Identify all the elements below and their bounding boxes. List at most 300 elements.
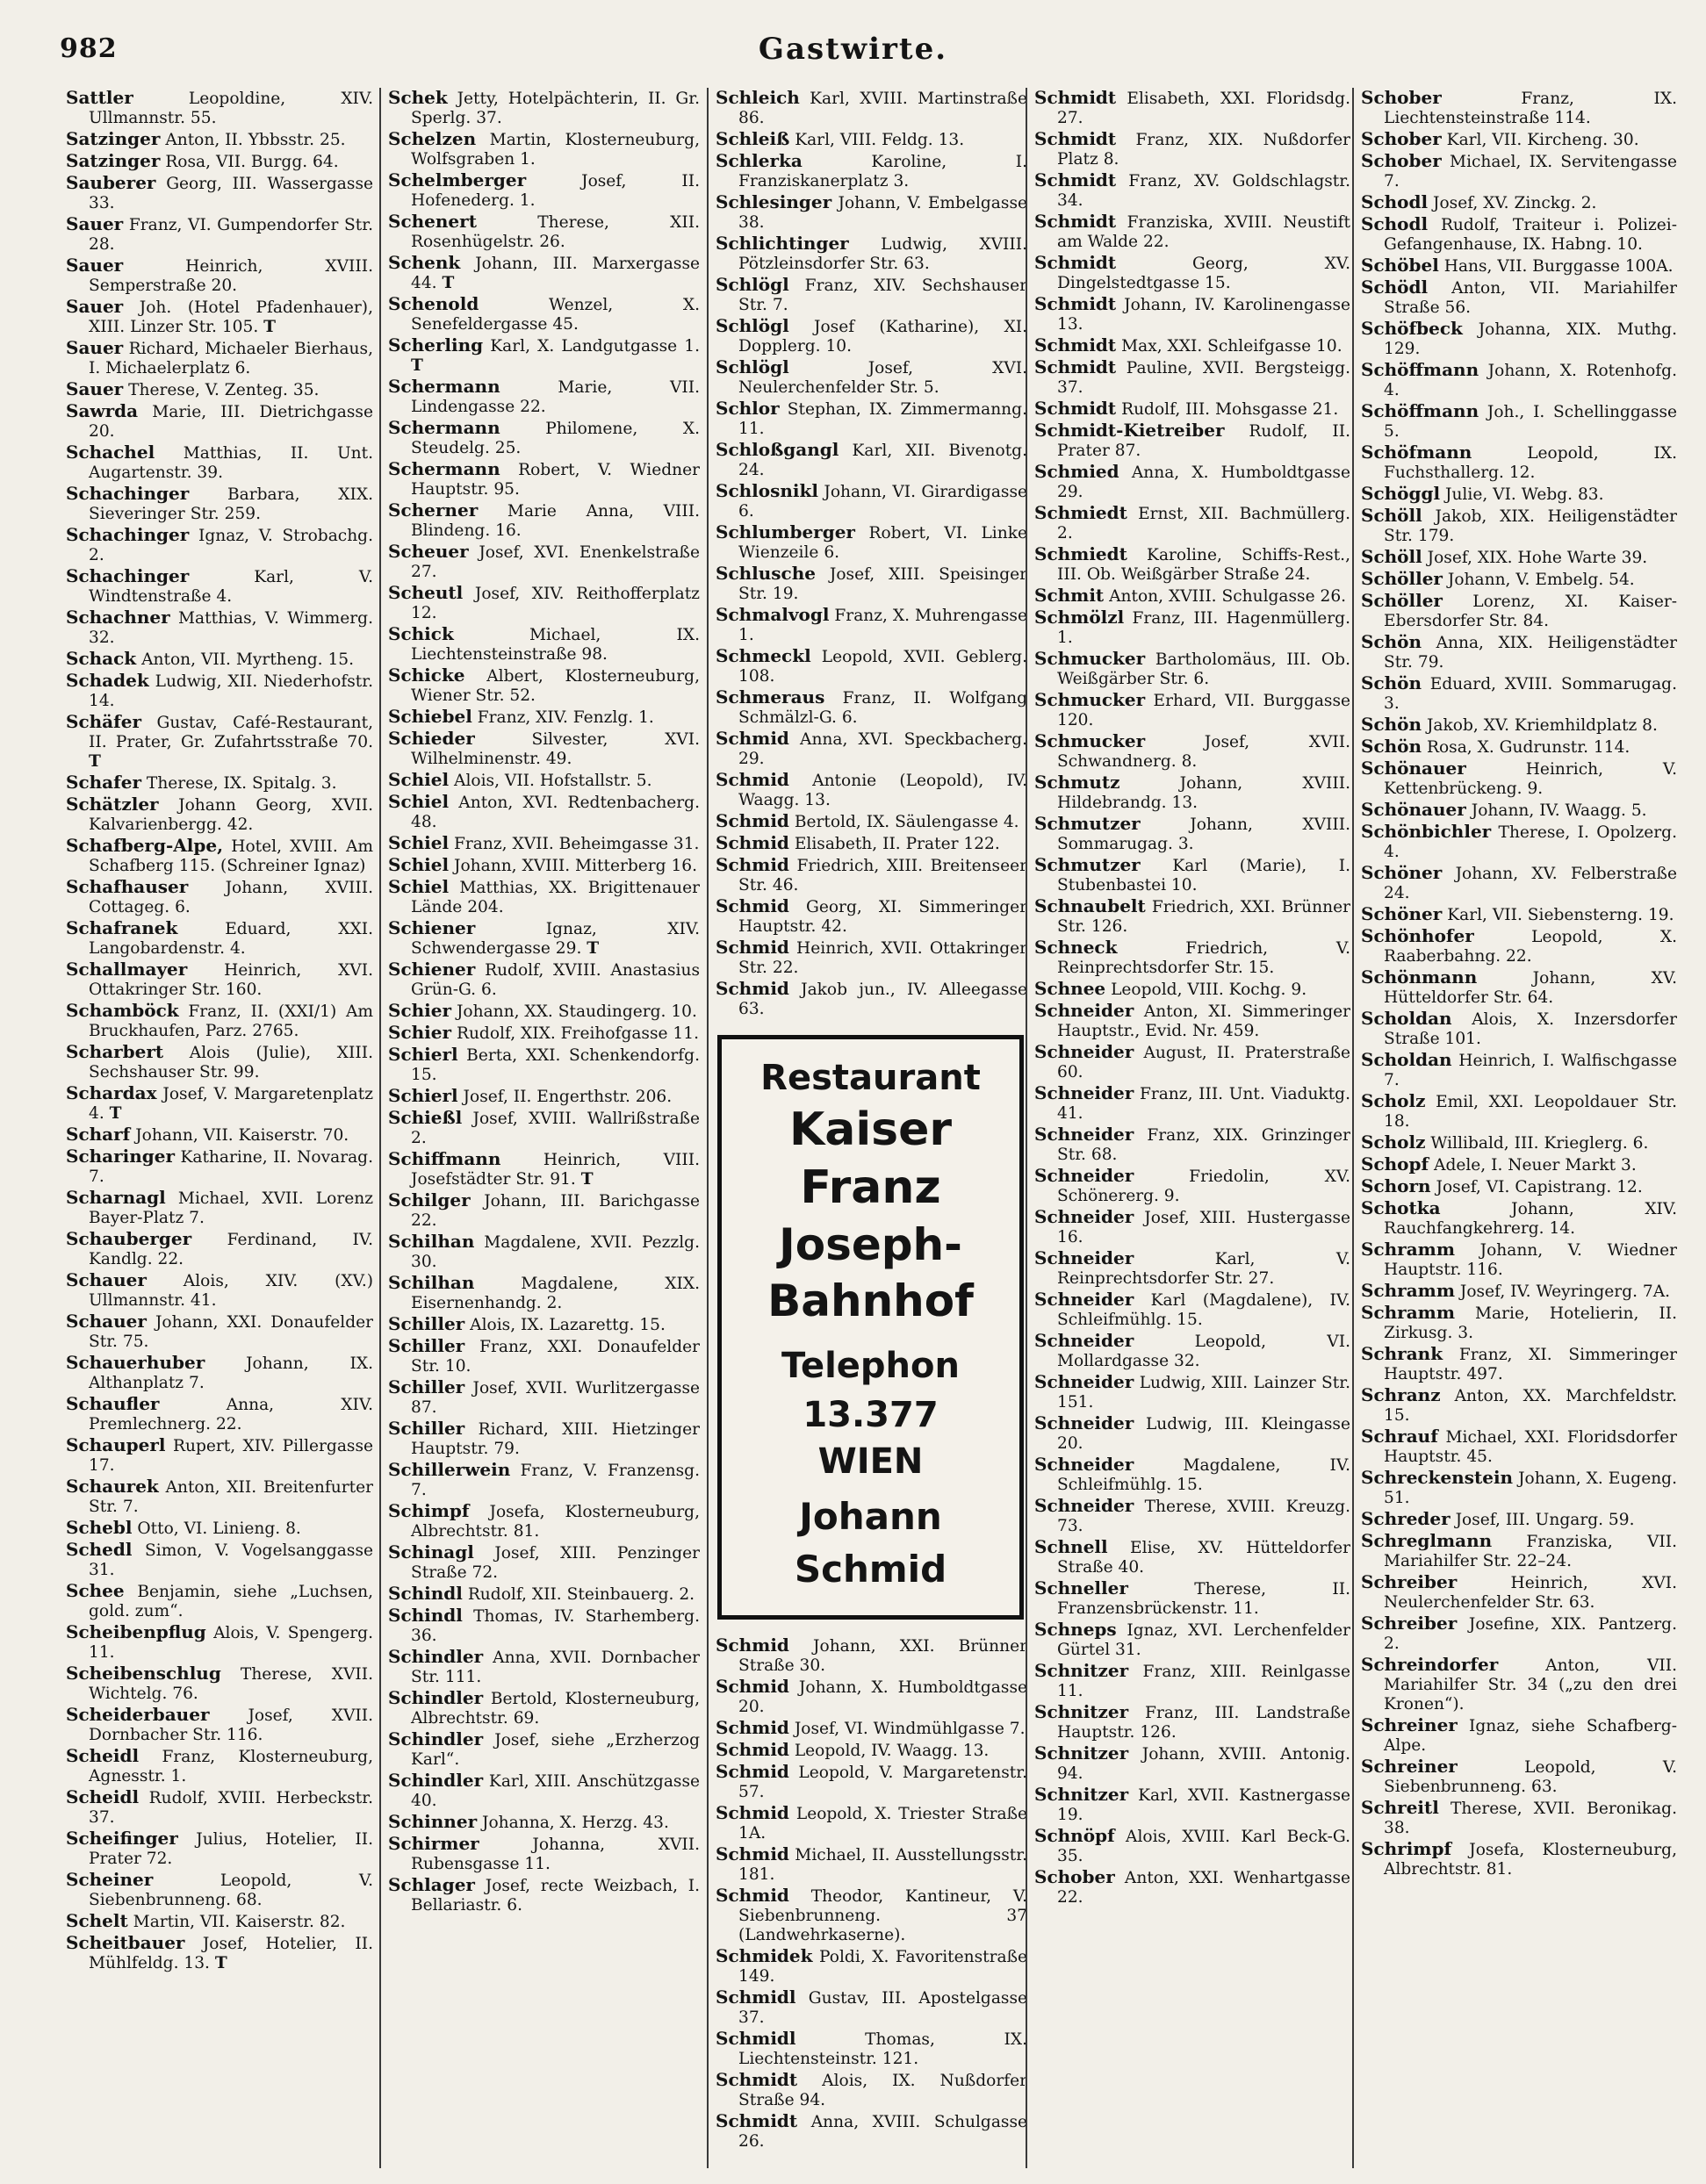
page-heading: Gastwirte. bbox=[758, 32, 948, 67]
entry-surname: Schrimpf bbox=[1361, 1838, 1452, 1859]
entry-surname: Schmid bbox=[716, 1634, 789, 1656]
entry-surname: Schneider bbox=[1034, 1041, 1134, 1062]
entry-details: Stephan, IX. Zimmermanng. 11. bbox=[738, 400, 1027, 438]
directory-entry bbox=[66, 918, 373, 959]
directory-entry bbox=[66, 1870, 373, 1910]
directory-entry bbox=[1034, 979, 1350, 1000]
entry-surname: Schmeckl bbox=[716, 645, 811, 666]
entry-surname: Schloßgangl bbox=[716, 439, 839, 460]
entry-surname: Schneider bbox=[1034, 1124, 1134, 1145]
directory-entry bbox=[388, 855, 700, 876]
entry-surname: Schmutz bbox=[1034, 772, 1120, 793]
entry-surname: Sauer bbox=[66, 255, 124, 276]
entry-details: Franz, XXI. Donaufelder Str. 10. bbox=[411, 1338, 700, 1376]
entry-surname: Schindl bbox=[388, 1605, 463, 1626]
entry-details: Joh., I. Schellinggasse 5. bbox=[1384, 403, 1677, 441]
entry-details: Leopoldine, XIV. Ullmannstr. 55. bbox=[89, 90, 373, 127]
entry-details: Karl (Marie), I. Stubenbastei 10. bbox=[1057, 857, 1350, 894]
entry-surname: Schreiber bbox=[1361, 1571, 1458, 1592]
entry-details: Anton, VII. Myrtheng. 15. bbox=[141, 650, 355, 669]
entry-surname: Schmiedt bbox=[1034, 543, 1127, 564]
entry-details: Karl, VII. Siebensterng. 19. bbox=[1447, 906, 1674, 924]
entry-details: Franz, XVII. Beheimgasse 31. bbox=[454, 835, 700, 853]
entry-surname: Schätzler bbox=[66, 794, 159, 815]
entry-details: Franz, XIII. Reinlgasse 11. bbox=[1057, 1663, 1350, 1700]
entry-details: Elise, XV. Hütteldorfer Straße 40. bbox=[1057, 1539, 1350, 1577]
entry-details: Erhard, VII. Burggasse 120. bbox=[1057, 692, 1350, 729]
entry-surname: Schreckenstein bbox=[1361, 1467, 1514, 1488]
directory-entry bbox=[1034, 357, 1350, 398]
directory-entry bbox=[66, 1042, 373, 1082]
directory-entry bbox=[388, 833, 700, 854]
entry-details: Heinrich, XVIII. Semperstraße 20. bbox=[89, 257, 373, 295]
entry-surname: Schotka bbox=[1361, 1197, 1441, 1218]
entry-details: Johann, XIV. Rauchfangkehrerg. 14. bbox=[1384, 1200, 1677, 1238]
entry-details: Anton, XVIII. Schulgasse 26. bbox=[1109, 587, 1347, 606]
directory-entry bbox=[716, 1946, 1027, 1986]
directory-entry bbox=[1034, 1743, 1350, 1784]
entry-surname: Schiener bbox=[388, 917, 476, 938]
directory-entry bbox=[1361, 1426, 1677, 1467]
entry-surname: Schierl bbox=[388, 1044, 458, 1065]
entry-surname: Schallmayer bbox=[66, 959, 188, 980]
entry-surname: Schober bbox=[1361, 150, 1442, 171]
entry-surname: Schmid bbox=[716, 895, 789, 916]
entry-surname: Schöffmann bbox=[1361, 359, 1479, 380]
entry-details: Franz, Klosterneuburg, Agnesstr. 1. bbox=[89, 1748, 373, 1785]
telephone-mark: T bbox=[89, 752, 101, 771]
telephone-mark: T bbox=[442, 274, 455, 292]
entry-surname: Schmidt bbox=[1034, 252, 1117, 273]
directory-entry bbox=[716, 2070, 1027, 2110]
directory-entry bbox=[1361, 360, 1677, 400]
entry-surname: Schmidt bbox=[1034, 88, 1117, 108]
directory-entry bbox=[1361, 758, 1677, 799]
entry-details: Franz, XIV. Sechshauser Str. 7. bbox=[738, 277, 1027, 314]
entry-details: Johann, IX. Althanplatz 7. bbox=[89, 1354, 373, 1392]
entry-details: Marie, VII. Lindengasse 22. bbox=[411, 378, 700, 416]
directory-entry bbox=[66, 1311, 373, 1352]
directory-entry bbox=[1361, 1655, 1677, 1714]
directory-entry bbox=[1361, 401, 1677, 442]
directory-entry bbox=[1361, 1239, 1677, 1280]
entry-surname: Schlögl bbox=[716, 356, 789, 377]
directory-entry bbox=[716, 687, 1027, 728]
entry-surname: Schreiner bbox=[1361, 1714, 1458, 1735]
advert-line-restaurant: Restaurant bbox=[760, 1058, 981, 1098]
entry-surname: Schmidt bbox=[1034, 293, 1117, 314]
entry-surname: Schinagl bbox=[388, 1541, 474, 1563]
telephone-mark: T bbox=[109, 1104, 122, 1123]
directory-entry bbox=[716, 192, 1027, 233]
entry-details: Josef, XIX. Hohe Warte 39. bbox=[1427, 549, 1648, 567]
directory-entry bbox=[1034, 88, 1350, 128]
entry-details: Johanna, XIX. Muthg. 129. bbox=[1384, 320, 1677, 358]
entry-surname: Schmid bbox=[716, 728, 789, 749]
directory-entry bbox=[66, 484, 373, 524]
entry-surname: Schiffmann bbox=[388, 1148, 501, 1169]
directory-entry bbox=[1034, 1207, 1350, 1247]
entry-details: Johann, XXI. Brünner Straße 30. bbox=[738, 1637, 1027, 1675]
entry-details: Karoline, I. Franziskanerplatz 3. bbox=[738, 153, 1027, 190]
directory-entry bbox=[716, 855, 1027, 895]
entry-details: Marie Anna, VIII. Blindeng. 16. bbox=[411, 502, 700, 540]
entry-details: Franz, III. Landstraße Hauptstr. 126. bbox=[1057, 1704, 1350, 1742]
entry-surname: Schmit bbox=[1034, 585, 1105, 606]
entry-surname: Schmid bbox=[716, 1676, 789, 1697]
entry-details: Karl, XII. Bivenotg. 24. bbox=[738, 442, 1027, 479]
entry-details: Karl, VII. Kircheng. 30. bbox=[1446, 131, 1639, 149]
directory-column-1 bbox=[66, 88, 373, 2168]
entry-surname: Schindler bbox=[388, 1728, 484, 1749]
directory-entry bbox=[66, 88, 373, 128]
directory-entry bbox=[716, 88, 1027, 128]
directory-entry bbox=[388, 335, 700, 376]
directory-entry bbox=[1361, 1572, 1677, 1613]
entry-surname: Schedl bbox=[66, 1539, 133, 1560]
entry-surname: Schiel bbox=[388, 854, 450, 875]
directory-entry bbox=[388, 1834, 700, 1874]
entry-surname: Schafranek bbox=[66, 917, 178, 938]
directory-entry bbox=[1361, 1344, 1677, 1384]
restaurant-advertisement bbox=[717, 1035, 1024, 1620]
telephone-mark: T bbox=[580, 1170, 594, 1189]
entry-surname: Schmutzer bbox=[1034, 854, 1141, 875]
directory-entry bbox=[388, 959, 700, 1000]
directory-entry bbox=[1361, 506, 1677, 546]
entry-surname: Schiener bbox=[388, 959, 476, 980]
entry-details: Josef, XVII. Wurlitzergasse 87. bbox=[411, 1379, 700, 1417]
entry-details: Therese, XVIII. Kreuzg. 73. bbox=[1057, 1498, 1350, 1535]
directory-entry bbox=[1361, 192, 1677, 213]
entry-details: Simon, V. Vogelsanggasse 31. bbox=[89, 1541, 373, 1579]
entry-surname: Schillerwein bbox=[388, 1459, 511, 1480]
entry-surname: Schöller bbox=[1361, 590, 1443, 611]
directory-entry bbox=[66, 877, 373, 917]
entry-surname: Schöller bbox=[1361, 568, 1443, 589]
directory-entry bbox=[1361, 214, 1677, 255]
directory-entry bbox=[66, 214, 373, 255]
directory-column-5 bbox=[1352, 88, 1677, 2168]
entry-details: Karl, XVIII. Martinstraße 86. bbox=[738, 90, 1027, 127]
entry-details: Johann, V. Wiedner Hauptstr. 116. bbox=[1384, 1241, 1677, 1279]
entry-details: Johann, XV. Hütteldorfer Str. 64. bbox=[1384, 969, 1677, 1007]
directory-entry bbox=[1034, 1661, 1350, 1701]
entry-surname: Schicke bbox=[388, 665, 465, 686]
telephone-mark: T bbox=[587, 939, 600, 958]
directory-entry bbox=[1034, 1496, 1350, 1536]
entry-surname: Schirmer bbox=[388, 1833, 479, 1854]
directory-entry bbox=[388, 1001, 700, 1022]
directory-entry bbox=[1034, 607, 1350, 648]
entry-surname: Schmidt bbox=[1034, 356, 1117, 377]
entry-surname: Schmucker bbox=[1034, 689, 1146, 710]
entry-surname: Scheidl bbox=[66, 1786, 140, 1807]
entry-details: Rosa, VII. Burgg. 64. bbox=[165, 153, 339, 171]
entry-surname: Schmidt bbox=[1034, 128, 1117, 149]
entry-surname: Schindl bbox=[388, 1583, 463, 1604]
entry-surname: Schneck bbox=[1034, 937, 1118, 958]
entry-details: Ludwig, XVIII. Pötzleinsdorfer Str. 63. bbox=[738, 235, 1027, 273]
entry-surname: Schmid bbox=[716, 937, 789, 958]
entry-surname: Sauberer bbox=[66, 172, 156, 193]
entry-details: Martin, Klosterneuburg, Wolfsgraben 1. bbox=[411, 131, 700, 169]
entry-details: Rudolf, XVIII. Anastasius Grün-G. 6. bbox=[411, 961, 700, 999]
directory-entry bbox=[1034, 1785, 1350, 1825]
entry-details: Julie, VI. Webg. 83. bbox=[1445, 485, 1604, 504]
entry-surname: Schödl bbox=[1361, 277, 1429, 298]
entry-surname: Schodl bbox=[1361, 191, 1429, 212]
entry-details: Alois, X. Inzersdorfer Straße 101. bbox=[1384, 1010, 1677, 1048]
telephone-mark: T bbox=[263, 318, 277, 336]
directory-entry bbox=[388, 1190, 700, 1231]
directory-column-2 bbox=[379, 88, 700, 2168]
entry-surname: Schachner bbox=[66, 607, 170, 628]
directory-entry bbox=[1361, 632, 1677, 672]
entry-details: Philomene, X. Steudelg. 25. bbox=[411, 420, 700, 457]
directory-entry bbox=[1034, 1537, 1350, 1577]
directory-entry bbox=[1034, 586, 1350, 607]
entry-details: Jakob, XV. Kriemhildplatz 8. bbox=[1426, 716, 1658, 735]
directory-entry bbox=[388, 88, 700, 128]
directory-entry bbox=[66, 607, 373, 648]
entry-surname: Schmutzer bbox=[1034, 813, 1141, 834]
directory-entry bbox=[66, 1746, 373, 1786]
directory-entry bbox=[66, 1188, 373, 1228]
entry-surname: Schnell bbox=[1034, 1536, 1108, 1557]
entry-surname: Schmidt bbox=[1034, 211, 1117, 232]
entry-surname: Schierl bbox=[388, 1085, 458, 1106]
entry-details: Franz, VI. Gumpendorfer Str. 28. bbox=[89, 216, 373, 254]
entry-details: Adele, I. Neuer Markt 3. bbox=[1434, 1156, 1637, 1175]
directory-entry bbox=[66, 1828, 373, 1869]
directory-entry bbox=[66, 379, 373, 400]
directory-entry bbox=[66, 1622, 373, 1663]
directory-entry bbox=[66, 129, 373, 150]
entry-details: Johann, VII. Kaiserstr. 70. bbox=[135, 1126, 349, 1145]
entry-surname: Schiller bbox=[388, 1335, 465, 1356]
entry-details: Rudolf, II. Prater 87. bbox=[1057, 422, 1350, 460]
entry-details: Karoline, Schiffs-Rest., III. Ob. Weißgärber Straße 24. bbox=[1057, 546, 1350, 584]
directory-entry bbox=[716, 1987, 1027, 2028]
entry-details: Michael, XVII. Lorenz Bayer-Platz 7. bbox=[89, 1189, 373, 1227]
directory-entry bbox=[66, 401, 373, 442]
directory-entry bbox=[1361, 547, 1677, 568]
directory-entry bbox=[1034, 1042, 1350, 1082]
entry-details: Richard, XIII. Hietzinger Hauptstr. 79. bbox=[411, 1420, 700, 1458]
directory-entry bbox=[1361, 1839, 1677, 1879]
directory-entry bbox=[1361, 1091, 1677, 1132]
entry-surname: Schmidt bbox=[716, 2069, 798, 2090]
directory-entry bbox=[1361, 1281, 1677, 1302]
directory-entry bbox=[66, 1933, 373, 1973]
entry-details: Anton, XXI. Wenhartgasse 22. bbox=[1057, 1869, 1350, 1907]
entry-surname: Schnitzer bbox=[1034, 1784, 1129, 1805]
directory-entry bbox=[1034, 1124, 1350, 1165]
entry-surname: Schafhauser bbox=[66, 876, 189, 897]
entry-details: Josef, III. Ungarg. 59. bbox=[1455, 1511, 1635, 1529]
entry-surname: Schranz bbox=[1361, 1384, 1441, 1405]
entry-surname: Scheifinger bbox=[66, 1828, 178, 1849]
directory-entry bbox=[66, 151, 373, 172]
entry-details: Benjamin, siehe „Luchsen, gold. zum“. bbox=[89, 1583, 373, 1620]
entry-details: Johann Georg, XVII. Kalvarienbergg. 42. bbox=[89, 796, 373, 834]
entry-details: Josef, XVI. Neulerchenfelder Str. 5. bbox=[738, 359, 1027, 397]
entry-surname: Schneider bbox=[1034, 1371, 1134, 1392]
entry-details: Leopold, V. Margaretenstr. 57. bbox=[738, 1764, 1027, 1801]
entry-surname: Schamböck bbox=[66, 1000, 179, 1021]
directory-entry bbox=[388, 1875, 700, 1915]
entry-details: Josef, V. Margaretenplatz 4. bbox=[89, 1085, 373, 1123]
entry-surname: Schilger bbox=[388, 1189, 471, 1211]
directory-entry bbox=[388, 253, 700, 293]
entry-details: Eduard, XVIII. Sommarugag. 3. bbox=[1384, 675, 1677, 713]
directory-entry bbox=[388, 624, 700, 665]
directory-entry bbox=[716, 564, 1027, 604]
entry-surname: Schafer bbox=[66, 772, 141, 793]
entry-surname: Schardax bbox=[66, 1082, 157, 1103]
entry-details: Otto, VI. Linieng. 8. bbox=[137, 1519, 301, 1538]
directory-entry bbox=[1361, 442, 1677, 483]
directory-entry bbox=[66, 1353, 373, 1393]
directory-entry bbox=[1361, 715, 1677, 736]
entry-details: Josef, VI. Capistrang. 12. bbox=[1436, 1178, 1643, 1196]
directory-entry bbox=[716, 275, 1027, 315]
entry-details: Josefa, Klosterneuburg, Albrechtstr. 81. bbox=[411, 1503, 700, 1541]
entry-surname: Schmid bbox=[716, 832, 789, 853]
entry-details: Bertold, Klosterneuburg, Albrechtstr. 69. bbox=[411, 1690, 700, 1728]
entry-details: Franz, II. Wolfgang Schmälzl-G. 6. bbox=[738, 689, 1027, 727]
entry-surname: Sawrda bbox=[66, 400, 139, 421]
entry-details: Karl, V. Reinprechtsdorfer Str. 27. bbox=[1057, 1250, 1350, 1288]
directory-entry bbox=[66, 1435, 373, 1476]
entry-details: Johann, III. Barichgasse 22. bbox=[411, 1192, 700, 1230]
entry-details: Karl, V. Windtenstraße 4. bbox=[89, 568, 373, 606]
entry-surname: Schelt bbox=[66, 1910, 128, 1931]
directory-entry bbox=[1034, 170, 1350, 211]
entry-details: Therese, IX. Spitalg. 3. bbox=[146, 774, 337, 793]
entry-details: Franz, X. Muhrengasse 1. bbox=[738, 607, 1027, 644]
entry-surname: Sauer bbox=[66, 378, 124, 399]
directory-entry bbox=[388, 1314, 700, 1335]
directory-entry bbox=[388, 170, 700, 211]
entry-details: Katharine, II. Novarag. 7. bbox=[89, 1148, 373, 1186]
entry-details: Josef, XVII. Dornbacher Str. 116. bbox=[89, 1706, 373, 1744]
entry-surname: Schauer bbox=[66, 1269, 147, 1290]
entry-surname: Schmidl bbox=[716, 2028, 796, 2049]
entry-surname: Schreder bbox=[1361, 1508, 1450, 1529]
directory-entry bbox=[1361, 1198, 1677, 1239]
entry-surname: Schönbichler bbox=[1361, 821, 1492, 842]
directory-entry bbox=[1034, 503, 1350, 543]
directory-entry bbox=[716, 1635, 1027, 1676]
entry-details: Robert, VI. Linke Wienzeile 6. bbox=[738, 524, 1027, 562]
directory-entry bbox=[1361, 1531, 1677, 1571]
entry-details: Franz, III. Unt. Viaduktg. 41. bbox=[1057, 1085, 1350, 1123]
entry-surname: Schodl bbox=[1361, 213, 1429, 234]
entry-surname: Schramm bbox=[1361, 1239, 1455, 1260]
entry-details: Johann, X. Rotenhofg. 4. bbox=[1384, 362, 1677, 399]
entry-surname: Schmidt bbox=[1034, 398, 1117, 419]
entry-details: Georg, XI. Simmeringer Hauptstr. 42. bbox=[738, 898, 1027, 936]
entry-details: Magdalene, XIX. Eisernenhandg. 2. bbox=[411, 1275, 700, 1312]
entry-details: Jakob jun., IV. Alleegasse 63. bbox=[738, 981, 1027, 1018]
directory-entry bbox=[1361, 967, 1677, 1008]
directory-entry bbox=[716, 1762, 1027, 1802]
directory-column-3-upper bbox=[716, 88, 1027, 1019]
directory-entry bbox=[388, 1584, 700, 1605]
entry-details: Josef (Katharine), XI. Dopplerg. 10. bbox=[738, 318, 1027, 356]
entry-surname: Scherling bbox=[388, 334, 484, 356]
directory-entry bbox=[1034, 1826, 1350, 1866]
entry-details: Julius, Hotelier, II. Prater 72. bbox=[89, 1830, 373, 1868]
directory-entry bbox=[1361, 1132, 1677, 1153]
directory-entry bbox=[66, 338, 373, 378]
entry-details: Anna, XVIII. Schulgasse 26. bbox=[738, 2113, 1027, 2151]
directory-entry bbox=[1034, 544, 1350, 585]
entry-surname: Schilhan bbox=[388, 1231, 475, 1252]
directory-entry bbox=[388, 1606, 700, 1646]
entry-details: Alois, VII. Hofstallstr. 5. bbox=[454, 772, 652, 790]
entry-details: Johanna, X. Herzg. 43. bbox=[482, 1814, 669, 1832]
entry-details: Franz, XIV. Fenzlg. 1. bbox=[477, 708, 654, 727]
entry-surname: Schachinger bbox=[66, 483, 190, 504]
entry-details: Leopold, VIII. Kochg. 9. bbox=[1111, 981, 1307, 999]
entry-details: Josef, XIII. Speisinger Str. 19. bbox=[738, 565, 1027, 603]
entry-details: Therese, V. Zenteg. 35. bbox=[128, 381, 320, 399]
entry-details: Johann, XVIII. Sommarugag. 3. bbox=[1057, 815, 1350, 853]
entry-surname: Scharf bbox=[66, 1124, 131, 1145]
entry-surname: Schöll bbox=[1361, 546, 1422, 567]
entry-details: Robert, V. Wiedner Hauptstr. 95. bbox=[411, 461, 700, 499]
entry-surname: Schilhan bbox=[388, 1272, 475, 1293]
entry-surname: Schauberger bbox=[66, 1228, 192, 1249]
entry-surname: Scheitbauer bbox=[66, 1932, 185, 1953]
entry-details: Gustav, Café-Restaurant, II. Prater, Gr. Zufahrtsstraße 70. bbox=[89, 714, 373, 751]
directory-entry bbox=[1034, 294, 1350, 334]
directory-entry bbox=[66, 1787, 373, 1828]
entry-surname: Schrauf bbox=[1361, 1426, 1438, 1447]
directory-entry bbox=[388, 1542, 700, 1583]
entry-details: Karl, XIII. Anschützgasse 40. bbox=[411, 1772, 700, 1810]
entry-details: Franziska, VII. Mariahilfer Str. 22–24. bbox=[1384, 1533, 1677, 1570]
directory-entry bbox=[388, 212, 700, 252]
telephone-mark: T bbox=[214, 1954, 227, 1972]
entry-details: Franz, XIX. Nußdorfer Platz 8. bbox=[1057, 131, 1350, 169]
entry-details: Pauline, XVII. Bergsteigg. 37. bbox=[1057, 359, 1350, 397]
entry-details: Marie, Hotelierin, II. Zirkusg. 3. bbox=[1384, 1304, 1677, 1342]
entry-surname: Schmid bbox=[716, 1885, 789, 1906]
entry-details: Jakob, XIX. Heiligenstädter Str. 179. bbox=[1384, 507, 1677, 545]
entry-details: Friedrich, V. Reinprechtsdorfer Str. 15. bbox=[1057, 939, 1350, 977]
entry-surname: Schmid bbox=[716, 1739, 789, 1760]
directory-entry bbox=[1361, 673, 1677, 714]
entry-details: Johann, XV. Felberstraße 24. bbox=[1384, 865, 1677, 902]
directory-entry bbox=[1034, 1702, 1350, 1742]
directory-entry bbox=[66, 1518, 373, 1539]
entry-details: Anna, XVII. Dornbacher Str. 111. bbox=[411, 1649, 700, 1686]
entry-surname: Schindler bbox=[388, 1687, 484, 1708]
entry-details: Alois, XIV. (XV.) Ullmannstr. 41. bbox=[89, 1272, 373, 1310]
entry-details: Rudolf, Traiteur i. Polizei-Gefangenhause, IX. Habng. 10. bbox=[1384, 216, 1677, 254]
directory-entry bbox=[1034, 1455, 1350, 1495]
entry-details: Karl (Magdalene), IV. Schleifmühlg. 15. bbox=[1057, 1291, 1350, 1329]
directory-entry bbox=[388, 1771, 700, 1811]
entry-details: Franz, XV. Goldschlagstr. 34. bbox=[1057, 172, 1350, 210]
entry-details: Johann, V. Embelg. 54. bbox=[1447, 571, 1635, 589]
entry-surname: Schlichtinger bbox=[716, 233, 849, 254]
directory-entry bbox=[1034, 399, 1350, 420]
